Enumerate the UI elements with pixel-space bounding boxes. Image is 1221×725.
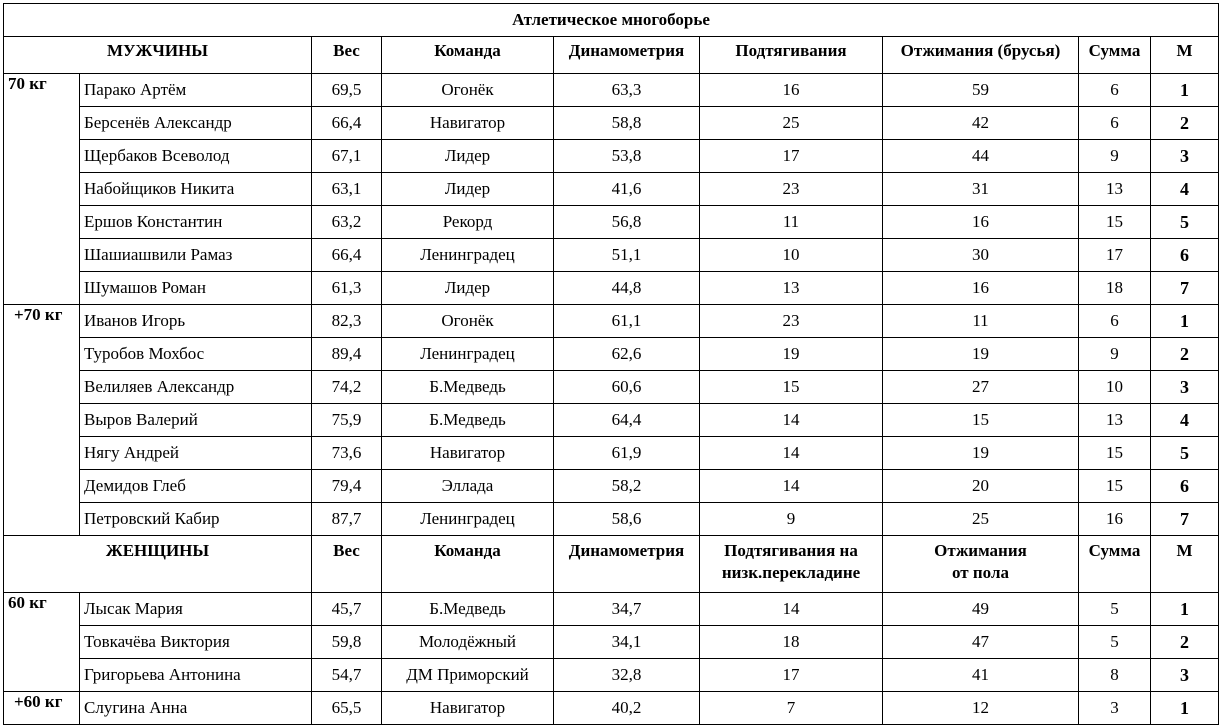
place-column-header: М	[1151, 37, 1219, 74]
sum-value: 15	[1079, 470, 1151, 503]
sum-value: 15	[1079, 206, 1151, 239]
weight-column-header: Вес	[312, 37, 382, 74]
pullups-header-line1: Подтягивания на	[724, 541, 858, 560]
place-value: 2	[1151, 107, 1219, 140]
dynamometry-value: 62,6	[554, 338, 700, 371]
athlete-team: ДМ Приморский	[382, 659, 554, 692]
pushups-value: 42	[883, 107, 1079, 140]
athlete-team: Б.Медведь	[382, 593, 554, 626]
results-table	[3, 3, 1219, 725]
pushups-value: 31	[883, 173, 1079, 206]
pushups-column-header: Отжимания (брусья)	[883, 37, 1079, 74]
sum-value: 6	[1079, 305, 1151, 338]
sum-value: 5	[1079, 626, 1151, 659]
place-value: 6	[1151, 470, 1219, 503]
pullups-value: 23	[700, 305, 883, 338]
athlete-weight: 63,2	[312, 206, 382, 239]
athlete-name: Товкачёва Виктория	[80, 626, 312, 659]
athlete-team: Навигатор	[382, 107, 554, 140]
sum-value: 13	[1079, 404, 1151, 437]
table-row	[4, 305, 1219, 338]
dynamometry-value: 34,1	[554, 626, 700, 659]
weight-category: +70 кг	[4, 305, 80, 536]
dynamometry-column-header: Динамометрия	[554, 536, 700, 593]
dynamometry-value: 40,2	[554, 692, 700, 725]
athlete-weight: 59,8	[312, 626, 382, 659]
pullups-value: 13	[700, 272, 883, 305]
dynamometry-value: 41,6	[554, 173, 700, 206]
table-row	[4, 338, 1219, 371]
athlete-name: Ершов Константин	[80, 206, 312, 239]
place-value: 7	[1151, 272, 1219, 305]
pullups-value: 25	[700, 107, 883, 140]
pullups-value: 17	[700, 140, 883, 173]
dynamometry-value: 56,8	[554, 206, 700, 239]
table-row	[4, 470, 1219, 503]
athlete-name: Щербаков Всеволод	[80, 140, 312, 173]
pullups-value: 14	[700, 404, 883, 437]
table-row	[4, 626, 1219, 659]
pullups-header-line2: низк.перекладине	[721, 563, 861, 582]
dynamometry-value: 64,4	[554, 404, 700, 437]
dynamometry-value: 58,2	[554, 470, 700, 503]
pullups-value: 10	[700, 239, 883, 272]
table-row	[4, 371, 1219, 404]
athlete-team: Эллада	[382, 470, 554, 503]
athlete-team: Б.Медведь	[382, 371, 554, 404]
men-section-header: МУЖЧИНЫ	[4, 37, 312, 74]
pushups-value: 15	[883, 404, 1079, 437]
pullups-value: 15	[700, 371, 883, 404]
athlete-name: Лысак Мария	[80, 593, 312, 626]
sum-value: 8	[1079, 659, 1151, 692]
table-row	[4, 692, 1219, 725]
athlete-weight: 82,3	[312, 305, 382, 338]
sum-value: 9	[1079, 338, 1151, 371]
athlete-name: Велиляев Александр	[80, 371, 312, 404]
athlete-name: Берсенёв Александр	[80, 107, 312, 140]
weight-category: 60 кг	[4, 593, 80, 692]
athlete-weight: 65,5	[312, 692, 382, 725]
team-column-header: Команда	[382, 536, 554, 593]
place-value: 3	[1151, 371, 1219, 404]
athlete-weight: 75,9	[312, 404, 382, 437]
athlete-name: Набойщиков Никита	[80, 173, 312, 206]
athlete-name: Парако Артём	[80, 74, 312, 107]
sum-value: 3	[1079, 692, 1151, 725]
table-row	[4, 173, 1219, 206]
athlete-name: Петровский Кабир	[80, 503, 312, 536]
pushups-value: 19	[883, 338, 1079, 371]
dynamometry-value: 61,9	[554, 437, 700, 470]
athlete-team: Ленинградец	[382, 503, 554, 536]
place-value: 1	[1151, 692, 1219, 725]
place-value: 1	[1151, 305, 1219, 338]
athlete-team: Огонёк	[382, 305, 554, 338]
pushups-value: 20	[883, 470, 1079, 503]
athlete-team: Молодёжный	[382, 626, 554, 659]
pushups-value: 19	[883, 437, 1079, 470]
women-section-header: ЖЕНЩИНЫ	[4, 536, 312, 593]
pushups-value: 41	[883, 659, 1079, 692]
place-value: 5	[1151, 206, 1219, 239]
pushups-value: 59	[883, 74, 1079, 107]
place-value: 4	[1151, 404, 1219, 437]
sum-column-header: Сумма	[1079, 37, 1151, 74]
sum-value: 5	[1079, 593, 1151, 626]
athlete-weight: 89,4	[312, 338, 382, 371]
place-value: 1	[1151, 74, 1219, 107]
athlete-weight: 66,4	[312, 107, 382, 140]
pullups-value: 9	[700, 503, 883, 536]
pullups-value: 23	[700, 173, 883, 206]
sum-value: 15	[1079, 437, 1151, 470]
table-row	[4, 503, 1219, 536]
place-value: 3	[1151, 659, 1219, 692]
pullups-value: 16	[700, 74, 883, 107]
athlete-name: Григорьева Антонина	[80, 659, 312, 692]
athlete-team: Навигатор	[382, 437, 554, 470]
athlete-weight: 45,7	[312, 593, 382, 626]
dynamometry-value: 63,3	[554, 74, 700, 107]
dynamometry-value: 60,6	[554, 371, 700, 404]
athlete-weight: 74,2	[312, 371, 382, 404]
athlete-team: Ленинградец	[382, 239, 554, 272]
place-value: 2	[1151, 338, 1219, 371]
sum-value: 9	[1079, 140, 1151, 173]
athlete-team: Ленинградец	[382, 338, 554, 371]
athlete-team: Рекорд	[382, 206, 554, 239]
sum-value: 17	[1079, 239, 1151, 272]
pullups-value: 14	[700, 593, 883, 626]
pushups-header-line2: от пола	[952, 563, 1009, 582]
team-column-header: Команда	[382, 37, 554, 74]
place-column-header: М	[1151, 536, 1219, 593]
dynamometry-value: 44,8	[554, 272, 700, 305]
table-row	[4, 74, 1219, 107]
athlete-name: Слугина Анна	[80, 692, 312, 725]
athlete-weight: 54,7	[312, 659, 382, 692]
sum-value: 18	[1079, 272, 1151, 305]
pullups-value: 11	[700, 206, 883, 239]
pushups-value: 47	[883, 626, 1079, 659]
weight-column-header: Вес	[312, 536, 382, 593]
pushups-value: 25	[883, 503, 1079, 536]
table-row	[4, 659, 1219, 692]
pushups-header-line1: Отжимания	[934, 541, 1027, 560]
table-row	[4, 593, 1219, 626]
sum-column-header: Сумма	[1079, 536, 1151, 593]
place-value: 3	[1151, 140, 1219, 173]
athlete-team: Навигатор	[382, 692, 554, 725]
table-row	[4, 404, 1219, 437]
athlete-team: Лидер	[382, 272, 554, 305]
pushups-value: 49	[883, 593, 1079, 626]
athlete-name: Туробов Мохбос	[80, 338, 312, 371]
dynamometry-value: 34,7	[554, 593, 700, 626]
dynamometry-value: 32,8	[554, 659, 700, 692]
pushups-column-header	[883, 536, 1079, 593]
pullups-value: 18	[700, 626, 883, 659]
sum-value: 13	[1079, 173, 1151, 206]
dynamometry-value: 58,8	[554, 107, 700, 140]
men-header-row	[4, 37, 1219, 74]
athlete-weight: 79,4	[312, 470, 382, 503]
dynamometry-value: 53,8	[554, 140, 700, 173]
athlete-team: Лидер	[382, 173, 554, 206]
athlete-weight: 63,1	[312, 173, 382, 206]
pushups-value: 16	[883, 206, 1079, 239]
pullups-value: 14	[700, 470, 883, 503]
athlete-weight: 69,5	[312, 74, 382, 107]
athlete-team: Огонёк	[382, 74, 554, 107]
women-header-row	[4, 536, 1219, 593]
athlete-name: Демидов Глеб	[80, 470, 312, 503]
table-row	[4, 239, 1219, 272]
weight-category: +60 кг	[4, 692, 80, 725]
dynamometry-column-header: Динамометрия	[554, 37, 700, 74]
sum-value: 6	[1079, 74, 1151, 107]
table-row	[4, 206, 1219, 239]
place-value: 2	[1151, 626, 1219, 659]
dynamometry-value: 51,1	[554, 239, 700, 272]
sum-value: 16	[1079, 503, 1151, 536]
dynamometry-value: 61,1	[554, 305, 700, 338]
table-row	[4, 107, 1219, 140]
pushups-value: 27	[883, 371, 1079, 404]
place-value: 6	[1151, 239, 1219, 272]
athlete-name: Шумашов Роман	[80, 272, 312, 305]
pullups-column-header	[700, 536, 883, 593]
athlete-weight: 87,7	[312, 503, 382, 536]
table-title: Атлетическое многоборье	[4, 4, 1219, 37]
pushups-value: 16	[883, 272, 1079, 305]
athlete-name: Выров Валерий	[80, 404, 312, 437]
pushups-value: 11	[883, 305, 1079, 338]
pullups-value: 7	[700, 692, 883, 725]
athlete-weight: 73,6	[312, 437, 382, 470]
pullups-value: 14	[700, 437, 883, 470]
athlete-team: Лидер	[382, 140, 554, 173]
weight-category: 70 кг	[4, 74, 80, 305]
athlete-name: Нягу Андрей	[80, 437, 312, 470]
pushups-value: 44	[883, 140, 1079, 173]
place-value: 4	[1151, 173, 1219, 206]
table-row	[4, 437, 1219, 470]
athlete-weight: 67,1	[312, 140, 382, 173]
athlete-weight: 61,3	[312, 272, 382, 305]
table-row	[4, 272, 1219, 305]
athlete-name: Шашиашвили Рамаз	[80, 239, 312, 272]
pullups-value: 17	[700, 659, 883, 692]
athlete-team: Б.Медведь	[382, 404, 554, 437]
dynamometry-value: 58,6	[554, 503, 700, 536]
athlete-name: Иванов Игорь	[80, 305, 312, 338]
pushups-value: 12	[883, 692, 1079, 725]
sum-value: 10	[1079, 371, 1151, 404]
place-value: 7	[1151, 503, 1219, 536]
place-value: 1	[1151, 593, 1219, 626]
pullups-column-header: Подтягивания	[700, 37, 883, 74]
pullups-value: 19	[700, 338, 883, 371]
place-value: 5	[1151, 437, 1219, 470]
sum-value: 6	[1079, 107, 1151, 140]
pushups-value: 30	[883, 239, 1079, 272]
table-row	[4, 140, 1219, 173]
athlete-weight: 66,4	[312, 239, 382, 272]
